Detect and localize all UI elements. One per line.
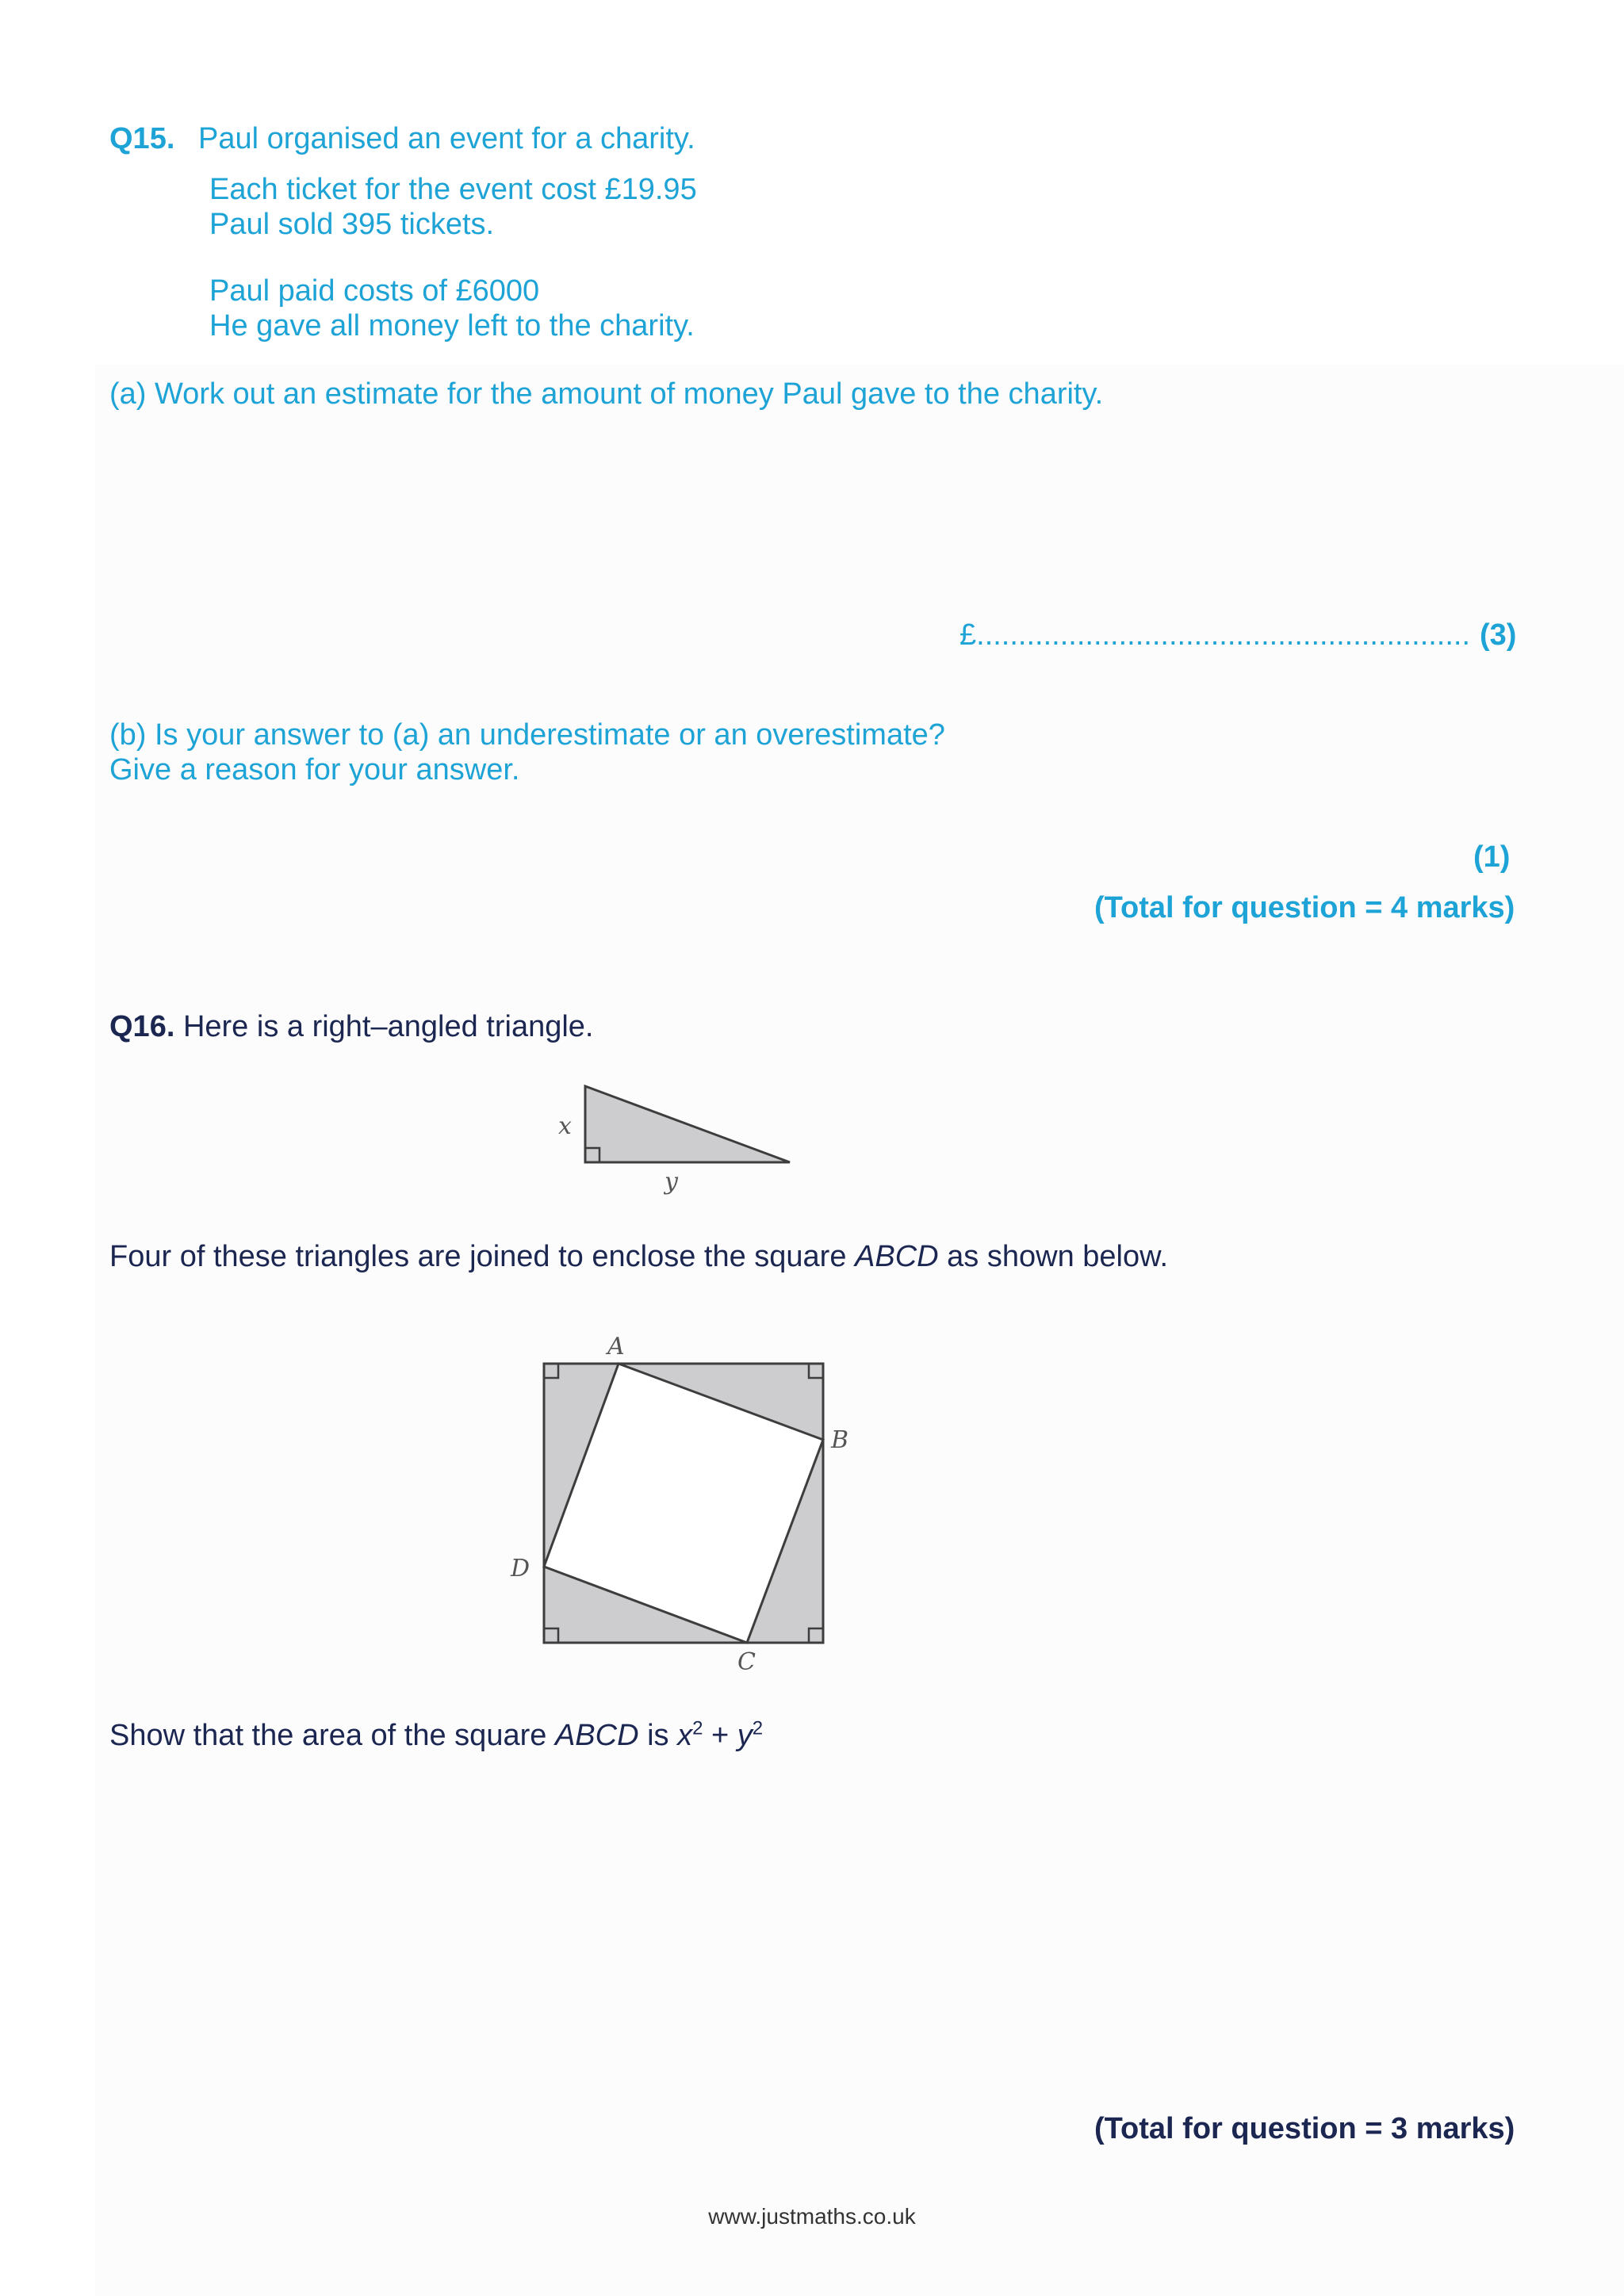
q16-show-statement [109,1719,763,1754]
triangle-label-y: y [665,1168,678,1196]
q15-ticket-price: Each ticket for the event cost £19.95 [209,173,697,206]
q15-part-b-reason: Give a reason for your answer. [109,753,520,786]
q15-costs: Paul paid costs of £6000 [209,274,540,308]
square-abcd-figure [492,1324,864,1681]
q16-exp-x: 2 [692,1717,703,1739]
triangle-label-x: x [558,1112,572,1140]
q16-plus: + [703,1719,737,1752]
vertex-label-a: A [607,1333,625,1360]
right-triangle [585,1086,790,1162]
vertex-label-c: C [737,1648,756,1676]
q16-var-y: y [737,1719,753,1752]
right-triangle-figure [547,1078,801,1205]
q15-marks-a: (3) [1480,618,1517,652]
q15-answer-line[interactable]: £........................................................... [959,618,1471,652]
vertex-label-b: B [831,1426,849,1454]
q15-part-a: (a) Work out an estimate for the amount of money Paul gave to the charity. [109,377,1104,411]
q16-intro: Here is a right–angled triangle. [182,1010,594,1043]
q16-exp-y: 2 [752,1717,764,1739]
q15-charity-line: He gave all money left to the charity. [209,309,695,342]
q16-var-x: x [677,1719,693,1752]
q16-show-is: is [638,1719,678,1752]
q15-total-marks: (Total for question = 4 marks) [1094,891,1515,924]
footer-url[interactable]: www.justmaths.co.uk [708,2204,916,2229]
q16-text-before: Four of these triangles are joined to enclose the square [109,1240,856,1273]
q16-show-prefix: Show that the area of the square [109,1719,555,1752]
q15-intro: Paul organised an event for a charity. [198,122,695,155]
q16-total-marks: (Total for question = 3 marks) [1094,2112,1515,2145]
q15-part-b: (b) Is your answer to (a) an underestimate or an overestimate? [109,718,945,752]
q16-square-name: ABCD [855,1240,939,1273]
q15-tickets-sold: Paul sold 395 tickets. [209,208,495,241]
q16-show-square: ABCD [554,1719,639,1752]
q16-heading [109,1010,593,1045]
vertex-label-d: D [511,1555,530,1582]
q16-number: Q16. [109,1010,175,1043]
q15-number: Q15. [109,122,175,155]
q15-marks-b: (1) [1473,840,1511,874]
q16-square-description [109,1240,1168,1275]
q16-text-after: as shown below. [938,1240,1169,1273]
